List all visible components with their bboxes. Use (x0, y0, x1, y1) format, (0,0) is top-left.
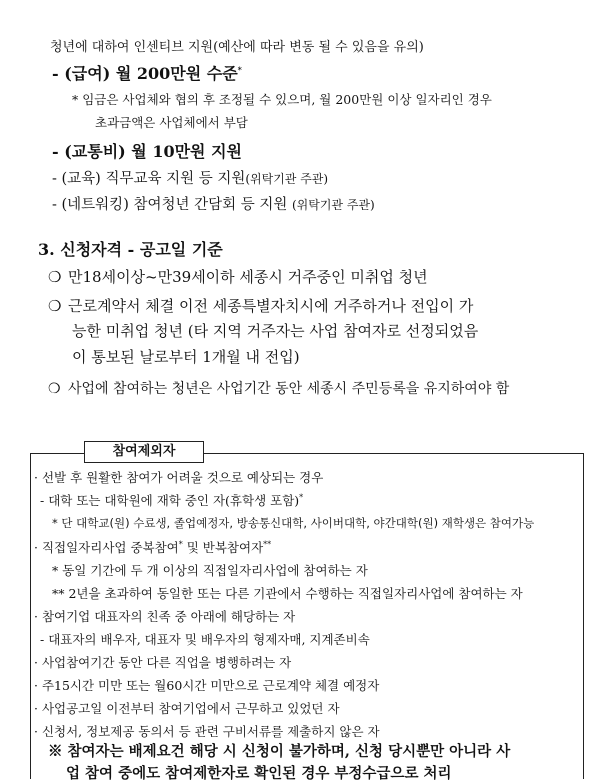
eligibility-text-2-cont1: 능한 미취업 청년 (타 지역 거주자는 사업 참여자로 선정되었음 (72, 322, 479, 340)
transport-line: - (교통비) 월 10만원 지원 (52, 142, 242, 161)
education-note: (위탁기관 주관) (245, 172, 329, 186)
eligibility-bullet-3 (48, 378, 509, 398)
exclusion-note-3: ** 2년을 초과하여 동일한 또는 다른 기관에서 수행하는 직접일자리사업에 참여하는 자 (52, 586, 523, 601)
exclusion-notice-2: 업 참여 중에도 참여제한자로 확인된 경우 부정수급으로 처리 (66, 765, 452, 782)
networking-text: - (네트워킹) 참여청년 간담회 등 지원 (52, 197, 288, 213)
eligibility-text-3: 사업에 참여하는 청년은 사업기간 동안 세종시 주민등록을 유지하여야 함 (68, 381, 510, 397)
exclusion-item-3: · 참여기업 대표자의 친족 중 아래에 해당하는 자 (34, 609, 296, 624)
education-line (52, 167, 328, 188)
circle-bullet-icon: ❍ (48, 268, 62, 286)
exclusion-item-2-mark-1: * (178, 539, 183, 549)
exclusion-notice-1: ※ 참여자는 배제요건 해당 시 신청이 불가하며, 신청 당시뿐만 아니라 사 (48, 743, 511, 760)
eligibility-text-1: 만18세이상~만39세이하 세종시 거주중인 미취업 청년 (68, 268, 428, 286)
exclusion-sub-3: - 대표자의 배우자, 대표자 및 배우자의 형제자매, 지계존비속 (40, 632, 370, 647)
salary-text: - (급여) 월 200만원 수준 (52, 64, 238, 83)
exclusion-item-1: · 선발 후 원활한 참여가 어려울 것으로 예상되는 경우 (34, 470, 324, 485)
circle-bullet-icon: ❍ (48, 381, 61, 397)
incentive-line: 청년에 대하여 인센티브 지원(예산에 따라 변동 될 수 있음을 유의) (50, 40, 424, 55)
section-3-title: 3. 신청자격 - 공고일 기준 (38, 240, 223, 259)
exclusion-item-4: · 사업참여기간 동안 다른 직업을 병행하려는 자 (34, 655, 292, 670)
exclusion-item-2 (34, 538, 271, 556)
exclusion-note-2: * 동일 기간에 두 개 이상의 직접일자리사업에 참여하는 자 (52, 563, 368, 578)
exclusion-box-title: 참여제외자 (84, 441, 204, 463)
exclusion-sub-1-mark: * (299, 492, 304, 502)
eligibility-bullet-2 (48, 295, 473, 316)
salary-footnote-mark: * (237, 64, 242, 75)
exclusion-sub-1 (40, 491, 303, 509)
networking-note: (위탁기관 주관) (291, 198, 375, 212)
exclusion-item-2-text-a: · 직접일자리사업 중복참여 (34, 540, 179, 555)
exclusion-sub-1-text: - 대학 또는 대학원에 재학 중인 자(휴학생 포함) (40, 493, 300, 508)
salary-note: * 임금은 사업체와 협의 후 조정될 수 있으며, 월 200만원 이상 일자리인 경우 (72, 92, 492, 107)
salary-line (52, 61, 242, 84)
exclusion-item-5: · 주15시간 미만 또는 월60시간 미만으로 근로계약 체결 예정자 (34, 678, 380, 693)
eligibility-text-2: 근로계약서 체결 이전 세종특별자치시에 거주하거나 전입이 가 (68, 297, 474, 315)
exclusion-item-7: · 신청서, 정보제공 동의서 등 관련 구비서류를 제출하지 않은 자 (34, 724, 380, 739)
exclusion-item-2-mark-2: ** (263, 539, 272, 549)
education-text: - (교육) 직무교육 지원 등 지원 (52, 171, 246, 187)
eligibility-text-2-cont2: 이 통보된 날로부터 1개월 내 전입) (72, 348, 300, 366)
exclusion-item-6: · 사업공고일 이전부터 참여기업에서 근무하고 있었던 자 (34, 701, 340, 716)
exclusion-item-2-text-b: 및 반복참여자 (182, 540, 264, 555)
networking-line (52, 193, 375, 214)
exclusion-note-1: * 단 대학교(원) 수료생, 졸업예정자, 방송통신대학, 사이버대학, 야간대학(원) 재학생은 참여가능 (52, 516, 535, 530)
salary-note-cont: 초과금액은 사업체에서 부담 (95, 115, 248, 130)
circle-bullet-icon: ❍ (48, 297, 62, 315)
eligibility-bullet-1 (48, 266, 428, 287)
